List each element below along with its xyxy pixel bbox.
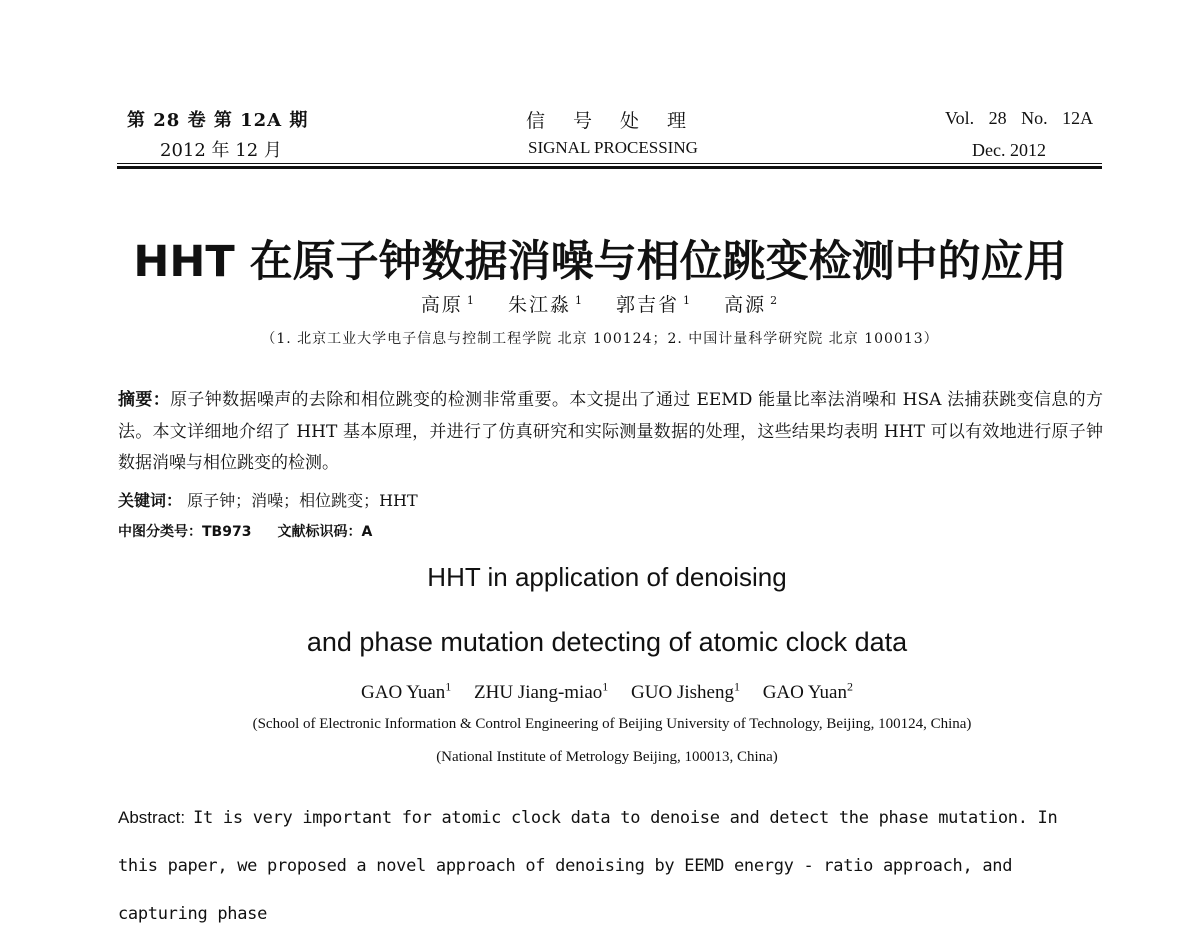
author-en: GAO Yuan$^2$ — [762, 680, 853, 704]
date-zh: 2012 年 12 月 — [160, 140, 282, 161]
volume-issue-zh: 第 28 卷 第 12A 期 — [127, 110, 309, 131]
author-zh: 高源 $^2$ — [724, 293, 780, 316]
paper-title-zh: HHT 在原子钟数据消噪与相位跳变检测中的应用 — [133, 237, 1067, 287]
classification-line — [118, 521, 372, 541]
paper-title-en-line1: HHT in application of denoising — [427, 562, 787, 592]
keywords-zh — [118, 488, 418, 511]
abstract-zh-label: 摘要： — [118, 390, 171, 410]
keywords-zh-label: 关键词： — [118, 491, 183, 510]
volume-issue-en: Vol. 28 No. 12A — [945, 108, 1094, 128]
author-en: GUO Jisheng$^1$ — [631, 680, 740, 704]
abstract-zh-text: 原子钟数据噪声的去除和相位跳变的检测非常重要。本文提出了通过 EEMD 能量比率法消噪和 HSA 法捕获跳变信息的方法。本文详细地介绍了 HHT 基本原理，并进行了仿真研究和实际测量数据的处理，这些结果均表明 HHT 可以有效地进行原子钟数据消噪与相位跳变的检测。 — [118, 390, 1104, 473]
clc-value: TB973 — [202, 524, 252, 540]
clc-label: 中图分类号： — [118, 524, 202, 540]
author-zh: 高原 $^1$ — [420, 293, 476, 316]
author-en: GAO Yuan$^1$ — [361, 680, 452, 704]
author-en: ZHU Jiang-miao$^1$ — [474, 680, 609, 704]
header-rule-thin — [117, 163, 1102, 164]
authors-zh — [0, 290, 1200, 317]
author-zh: 郭吉省 $^1$ — [616, 293, 693, 316]
keywords-zh-text: 原子钟；消噪；相位跳变；HHT — [182, 491, 418, 510]
date-en: Dec. 2012 — [972, 140, 1046, 160]
authors-en — [0, 680, 1200, 704]
affiliation-en-1: (School of Electronic Information & Control Engineering of Beijing University of Technology, Beijing, 100124, China) — [252, 716, 972, 732]
affiliation-zh: （1. 北京工业大学电子信息与控制工程学院 北京 100124；2. 中国计量科学研究院 北京 100013） — [261, 331, 939, 347]
paper-title-en-line2: and phase mutation detecting of atomic clock data — [306, 627, 908, 657]
header-rule-thick — [117, 166, 1102, 169]
abstract-en-text: It is very important for atomic clock data to denoise and detect the phase mutation. In this paper, we proposed a novel approach of denoising by EEMD energy - ratio approach, and capturing phase — [118, 808, 1058, 924]
abstract-en-label: Abstract: — [118, 808, 186, 827]
doc-code-label: 文献标识码： — [277, 524, 362, 540]
affiliation-en-2: (National Institute of Metrology Beijing, 100013, China) — [436, 749, 778, 765]
journal-name-zh: 信号处理 — [525, 110, 714, 132]
doc-code-value: A — [361, 524, 373, 540]
author-zh: 朱江淼 $^1$ — [507, 293, 584, 316]
abstract-zh — [118, 385, 1103, 480]
abstract-en — [118, 794, 1103, 938]
journal-name-en: SIGNAL PROCESSING — [528, 138, 698, 157]
